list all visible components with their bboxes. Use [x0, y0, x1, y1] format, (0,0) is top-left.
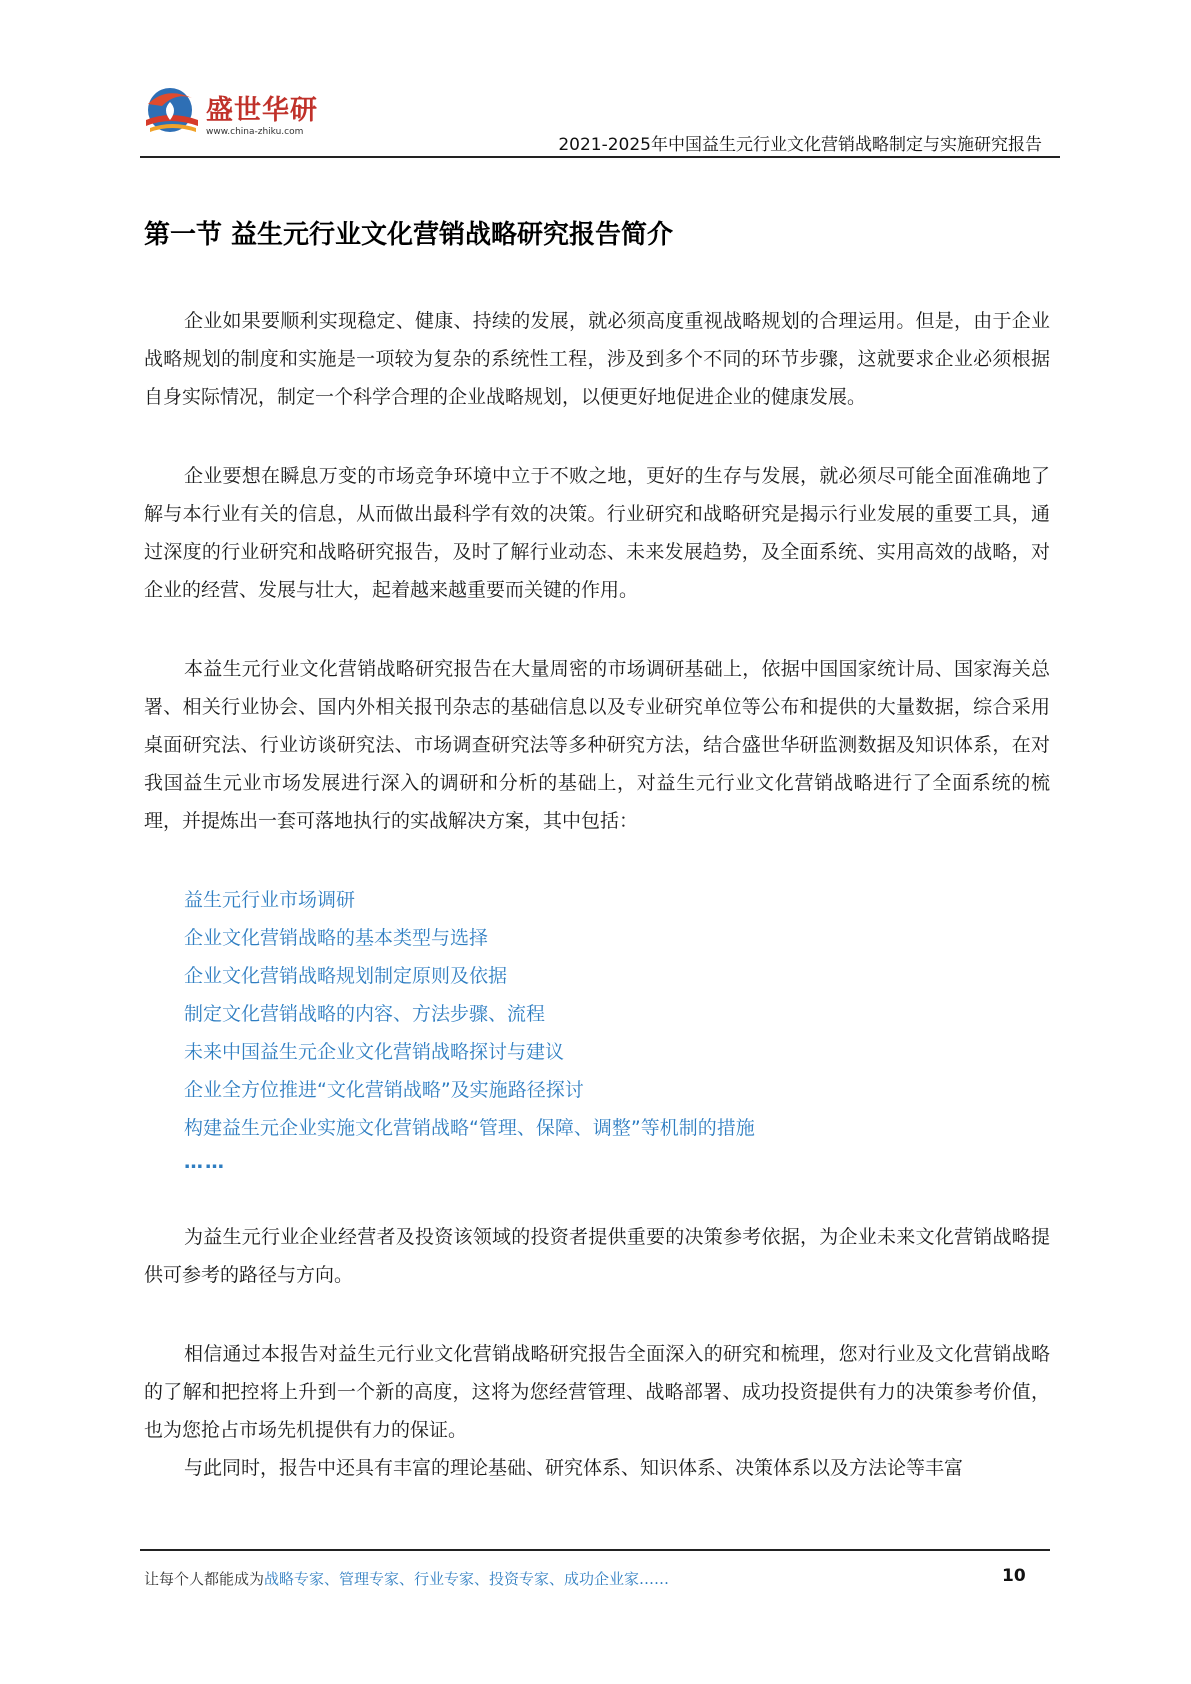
footer-slogan — [144, 1568, 669, 1589]
page-number: 10 — [1002, 1566, 1026, 1586]
page-header — [140, 80, 1060, 160]
logo-name: 盛世华研 — [206, 95, 318, 126]
header-divider — [140, 156, 1060, 158]
contents-link[interactable]: 制定文化营销战略的内容、方法步骤、流程 — [184, 1003, 546, 1025]
footer-slogan-prefix: 让每个人都能成为 — [144, 1570, 265, 1588]
paragraph: 相信通过本报告对益生元行业文化营销战略研究报告全面深入的研究和梳理，您对行业及文化营销战略的了解和把控将上升到一个新的高度，这将为您经营管理、战略部署、成功投资提供有力的决策参考价值，也为您抢占市场先机提供有力的保证。 — [144, 1343, 1050, 1441]
contents-link[interactable]: 未来中国益生元企业文化营销战略探讨与建议 — [184, 1041, 565, 1063]
contents-link-list — [144, 881, 1050, 1147]
main-content — [144, 302, 1050, 1487]
section-title: 第一节 益生元行业文化营销战略研究报告简介 — [144, 220, 674, 250]
contents-link[interactable]: 构建益生元企业实施文化营销战略“管理、保障、调整”等机制的措施 — [184, 1117, 755, 1139]
report-title: 2021-2025年中国益生元行业文化营销战略制定与实施研究报告 — [558, 135, 1042, 155]
contents-link[interactable]: 益生元行业市场调研 — [184, 889, 356, 911]
contents-link[interactable]: 企业全方位推进“文化营销战略”及实施路径探讨 — [184, 1079, 584, 1101]
contents-link[interactable]: 企业文化营销战略的基本类型与选择 — [184, 927, 489, 949]
logo-url: www.china-zhiku.com — [206, 127, 304, 137]
paragraph: 为益生元行业企业经营者及投资该领域的投资者提供重要的决策参考依据，为企业未来文化营销战略提供可参考的路径与方向。 — [144, 1226, 1050, 1286]
links-ellipsis: …… — [184, 1151, 226, 1173]
paragraph: 企业如果要顺利实现稳定、健康、持续的发展，就必须高度重视战略规划的合理运用。但是，由于企业战略规划的制度和实施是一项较为复杂的系统性工程，涉及到多个不同的环节步骤，这就要求企业必须根据自身实际情况，制定一个科学合理的企业战略规划，以便更好地促进企业的健康发展。 — [144, 310, 1050, 408]
paragraph: 企业要想在瞬息万变的市场竞争环境中立于不败之地，更好的生存与发展，就必须尽可能全面准确地了解与本行业有关的信息，从而做出最科学有效的决策。行业研究和战略研究是揭示行业发展的重要工具，通过深度的行业研究和战略研究报告，及时了解行业动态、未来发展趋势，及全面系统、实用高效的战略，对企业的经营、发展与壮大，起着越来越重要而关键的作用。 — [144, 465, 1050, 601]
company-logo — [140, 80, 340, 148]
logo-emblem-icon — [140, 80, 204, 142]
paragraph: 与此同时，报告中还具有丰富的理论基础、研究体系、知识体系、决策体系以及方法论等丰富 — [184, 1457, 964, 1479]
paragraph: 本益生元行业文化营销战略研究报告在大量周密的市场调研基础上，依据中国国家统计局、国家海关总署、相关行业协会、国内外相关报刊杂志的基础信息以及专业研究单位等公布和提供的大量数据，综合采用桌面研究法、行业访谈研究法、市场调查研究法等多种研究方法，结合盛世华研监测数据及知识体系，在对我国益生元业市场发展进行深入的调研和分析的基础上，对益生元行业文化营销战略进行了全面系统的梳理，并提炼出一套可落地执行的实战解决方案，其中包括： — [144, 658, 1050, 832]
footer-slogan-highlight: 战略专家、管理专家、行业专家、投资专家、成功企业家…… — [264, 1570, 670, 1588]
footer-divider — [140, 1549, 1050, 1551]
contents-link[interactable]: 企业文化营销战略规划制定原则及依据 — [184, 965, 508, 987]
